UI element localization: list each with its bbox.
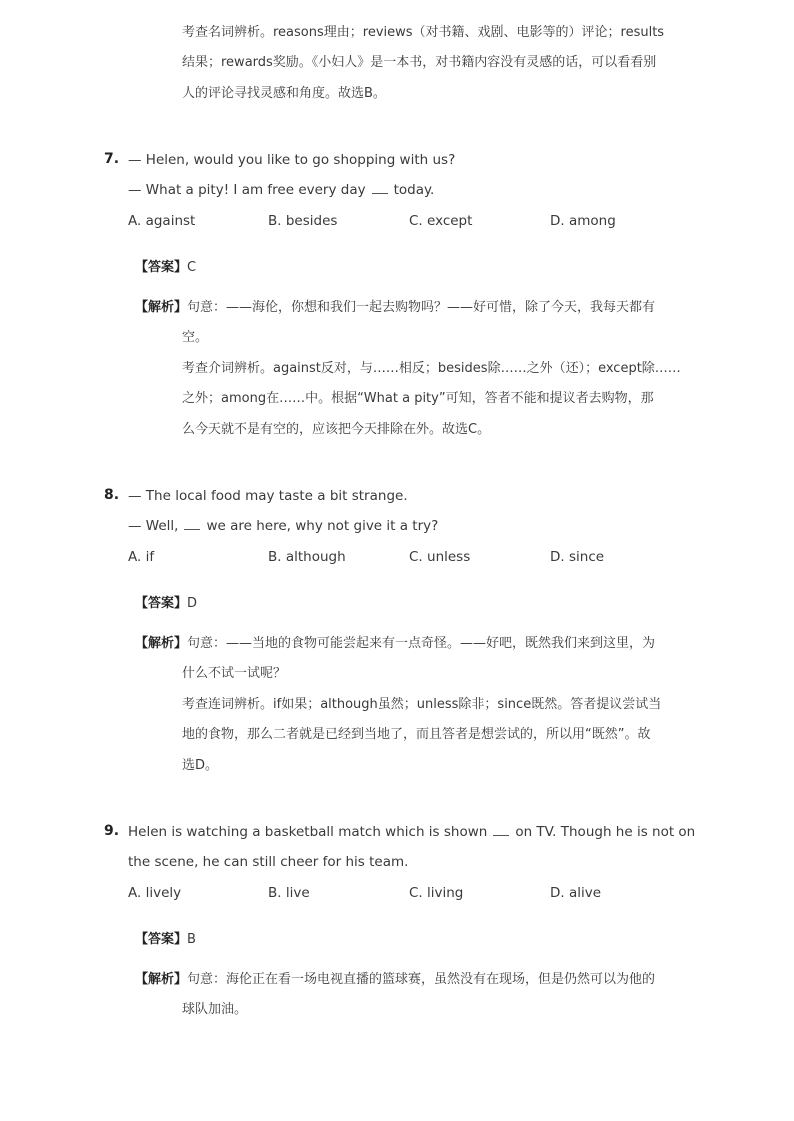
stem-text: Helen is watching a basketball match which is shown	[128, 824, 488, 840]
analysis-text-line: 空。	[182, 330, 209, 345]
answer-tag: 【答案】	[135, 596, 188, 611]
question-stem	[128, 517, 438, 535]
option-b: B. although	[268, 549, 346, 565]
question-number: 8.	[104, 487, 120, 503]
analysis-text-line: 地的食物，那么二者就是已经到当地了，而且答者是想尝试的，所以用“既然”。故	[182, 727, 651, 742]
option-d: D. alive	[550, 885, 602, 901]
analysis-text-line: 考查介词辨析。against反对，与……相反；besides除……之外（还）；except除……	[182, 361, 681, 376]
answer-row	[135, 595, 197, 613]
analysis-text-line: 结果；rewards奖励。《小妇人》是一本书，对书籍内容没有灵感的话，可以看看别	[182, 55, 657, 70]
option-b: B. besides	[268, 213, 338, 229]
analysis-text-line: 考查名词辨析。reasons理由；reviews（对书籍、戏剧、电影等的）评论；results	[182, 25, 665, 40]
analysis-tag: 【解析】	[135, 300, 188, 315]
answer-blank	[493, 823, 509, 836]
question-stem	[128, 181, 434, 199]
analysis-text-line: 考查连词辨析。if如果；although虽然；unless除非；since既然。答者提议尝试当	[182, 697, 662, 712]
stem-text: today.	[393, 182, 435, 198]
answer-tag: 【答案】	[135, 932, 188, 947]
option-a: A. lively	[128, 885, 182, 901]
question-number: 9.	[104, 823, 120, 839]
analysis-text-line: 句意：——海伦，你想和我们一起去购物吗？——好可惜，除了今天，我每天都有	[187, 300, 656, 315]
analysis-text-line: 句意：海伦正在看一场电视直播的篮球赛，虽然没有在现场，但是仍然可以为他的	[187, 972, 656, 987]
analysis-text-line: 人的评论寻找灵感和角度。故选B。	[182, 86, 386, 101]
option-a: A. against	[128, 213, 196, 229]
answer-value: C	[187, 260, 197, 275]
question-stem: — Helen, would you like to go shopping with us?	[128, 152, 456, 168]
analysis-tag: 【解析】	[135, 972, 188, 987]
option-c: C. except	[409, 213, 473, 229]
answer-row	[135, 931, 196, 949]
analysis-text-line: 什么不试一试呢？	[182, 666, 287, 681]
analysis-text-line: 么今天就不是有空的，应该把今天排除在外。故选C。	[182, 422, 491, 437]
analysis-text-line: 选D。	[182, 758, 219, 773]
analysis-text-line: 句意：——当地的食物可能尝起来有一点奇怪。——好吧，既然我们来到这里，为	[187, 636, 656, 651]
option-a: A. if	[128, 549, 155, 565]
question-stem	[128, 823, 695, 841]
answer-blank	[184, 517, 200, 530]
stem-text: on TV. Though he is not on	[515, 824, 696, 840]
answer-row	[135, 259, 196, 277]
option-d: D. since	[550, 549, 605, 565]
question-number: 7.	[104, 151, 120, 167]
stem-text: — What a pity! I am free every day	[128, 182, 366, 198]
question-stem: the scene, he can still cheer for his team.	[128, 854, 409, 870]
option-c: C. living	[409, 885, 464, 901]
stem-text: we are here, why not give it a try?	[206, 518, 439, 534]
stem-text: — Well,	[128, 518, 179, 534]
analysis-tag: 【解析】	[135, 636, 188, 651]
answer-blank	[372, 181, 388, 194]
question-stem: — The local food may taste a bit strange.	[128, 488, 408, 504]
analysis-row	[135, 299, 655, 317]
answer-value: B	[187, 932, 196, 947]
answer-value: D	[187, 596, 198, 611]
answer-tag: 【答案】	[135, 260, 188, 275]
analysis-text-line: 球队加油。	[182, 1002, 248, 1017]
analysis-text-line: 之外；among在……中。根据“What a pity”可知，答者不能和提议者去购物，那	[182, 391, 654, 406]
option-c: C. unless	[409, 549, 471, 565]
option-d: D. among	[550, 213, 616, 229]
analysis-row	[135, 635, 655, 653]
option-b: B. live	[268, 885, 310, 901]
analysis-row	[135, 971, 655, 989]
